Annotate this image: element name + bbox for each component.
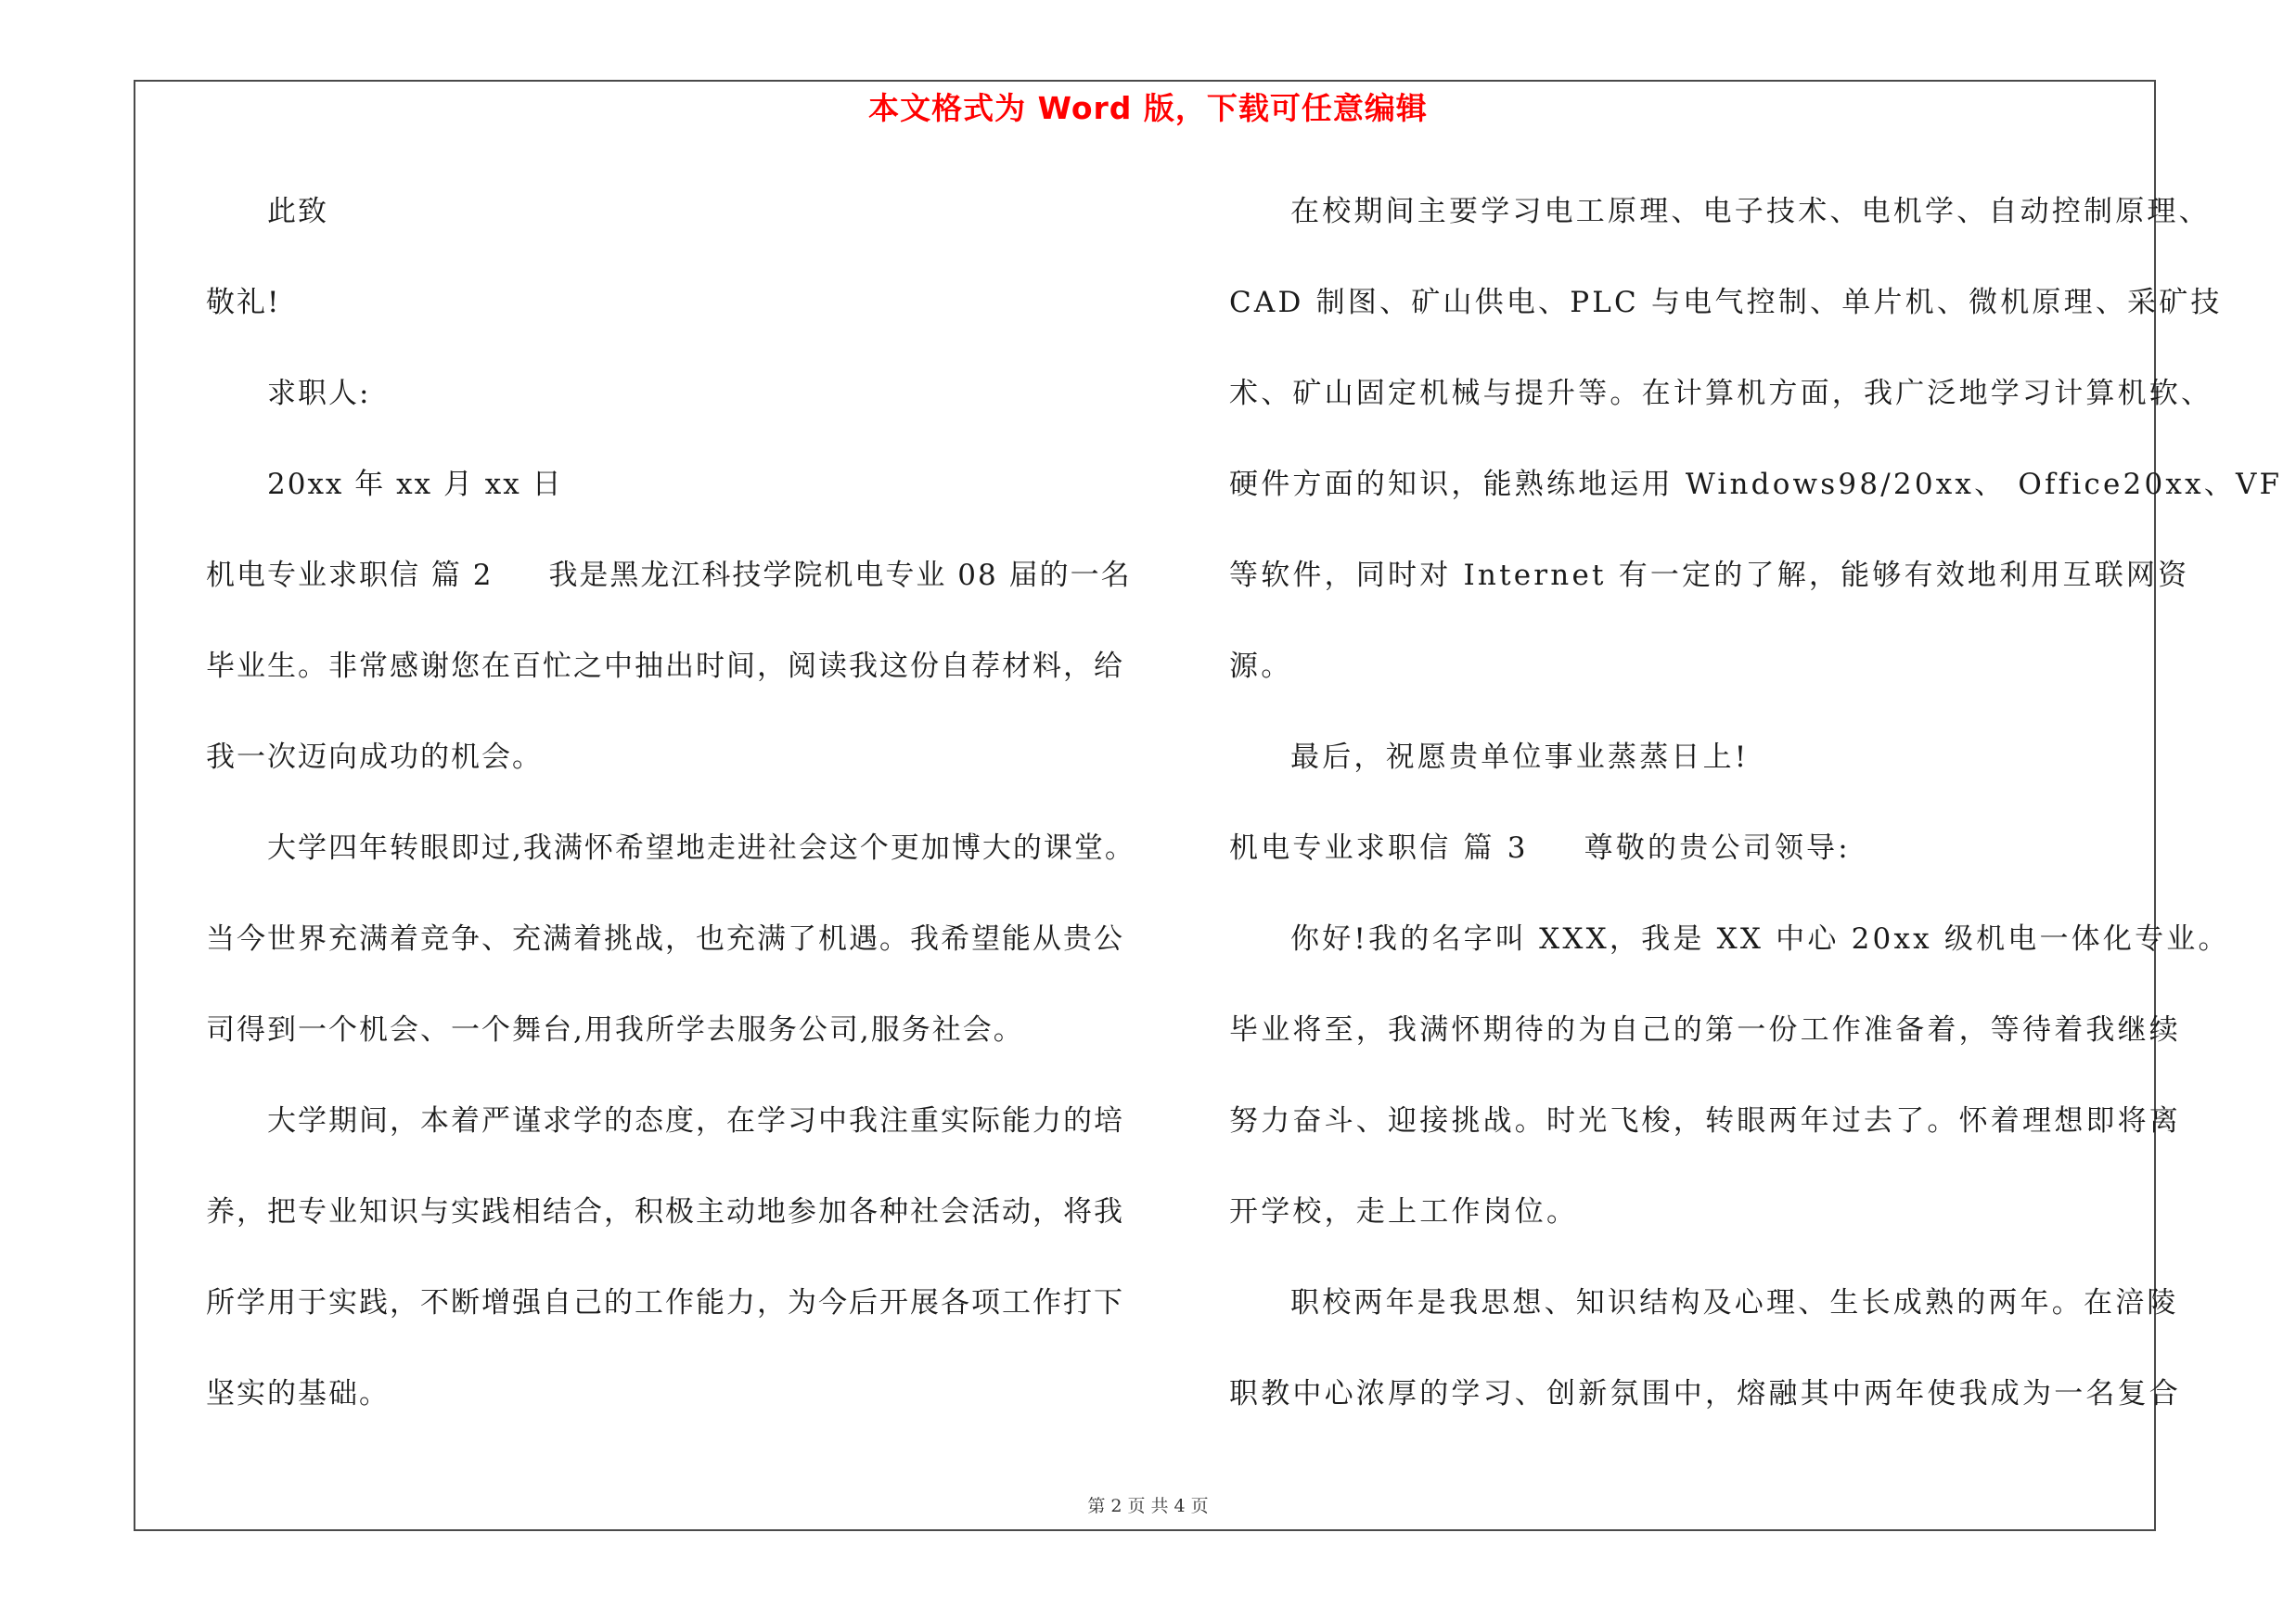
- text-line: 努力奋斗、迎接挑战。时光飞梭，转眼两年过去了。怀着理想即将离: [1229, 1104, 2181, 1138]
- text-line: 我一次迈向成功的机会。: [206, 741, 543, 774]
- text-line: 当今世界充满着竞争、充满着挑战，也充满了机遇。我希望能从贵公: [206, 922, 1124, 956]
- text-line: 所学用于实践，不断增强自己的工作能力，为今后开展各项工作打下: [206, 1286, 1124, 1320]
- text-line: 在校期间主要学习电工原理、电子技术、电机学、自动控制原理、: [1290, 195, 2211, 228]
- text-line: 20xx 年 xx 月 xx 日: [267, 468, 563, 501]
- text-line: 养，把专业知识与实践相结合，积极主动地参加各种社会活动，将我: [206, 1195, 1124, 1229]
- left-column: [206, 186, 1134, 1459]
- text-line: 最后，祝愿贵单位事业蒸蒸日上!: [1290, 741, 1750, 774]
- text-line: 开学校，走上工作岗位。: [1229, 1195, 1579, 1229]
- text-line: 职校两年是我思想、知识结构及心理、生长成熟的两年。在涪陵: [1290, 1286, 2179, 1320]
- text-line: 源。: [1229, 650, 1293, 683]
- text-line: 毕业生。非常感谢您在百忙之中抽出时间，阅读我这份自荐材料，给: [206, 650, 1124, 683]
- text-line: 大学期间，本着严谨求学的态度，在学习中我注重实际能力的培: [267, 1104, 1124, 1138]
- section-heading: 机电专业求职信 篇 3: [1229, 831, 1529, 865]
- text-line: CAD 制图、矿山供电、PLC 与电气控制、单片机、微机原理、采矿技: [1229, 286, 2223, 319]
- text-line: 硬件方面的知识，能熟练地运用 Windows98/20xx、 Office20xx、VF: [1229, 468, 2283, 501]
- section-heading: 机电专业求职信 篇 2: [206, 559, 494, 592]
- text-line: 此致: [267, 195, 328, 228]
- text-line: 术、矿山固定机械与提升等。在计算机方面，我广泛地学习计算机软、: [1229, 377, 2213, 410]
- right-column: [1229, 186, 2283, 1459]
- text-line: 等软件，同时对 Internet 有一定的了解，能够有效地利用互联网资: [1229, 559, 2190, 592]
- section-heading-line: 机电专业求职信 篇 3 尊敬的贵公司领导:: [1229, 831, 1851, 865]
- text-line: 大学四年转眼即过,我满怀希望地走进社会这个更加博大的课堂。: [267, 831, 1135, 865]
- text-line: 敬礼!: [206, 286, 281, 319]
- text-line: 司得到一个机会、一个舞台,用我所学去服务公司,服务社会。: [206, 1013, 1024, 1047]
- text-line: 求职人:: [267, 377, 371, 410]
- format-banner: 本文格式为 Word 版，下载可任意编辑: [868, 90, 1428, 126]
- text-line: 毕业将至，我满怀期待的为自己的第一份工作准备着，等待着我继续: [1229, 1013, 2181, 1047]
- text-line: 职教中心浓厚的学习、创新氛围中，熔融其中两年使我成为一名复合: [1229, 1377, 2181, 1410]
- page-number: 第 2 页 共 4 页: [1087, 1496, 1209, 1516]
- text-line: 坚实的基础。: [206, 1377, 390, 1410]
- section-heading-line: 机电专业求职信 篇 2 我是黑龙江科技学院机电专业 08 届的一名: [206, 559, 1132, 592]
- text-line: 你好!我的名字叫 XXX，我是 XX 中心 20xx 级机电一体化专业。: [1290, 922, 2230, 956]
